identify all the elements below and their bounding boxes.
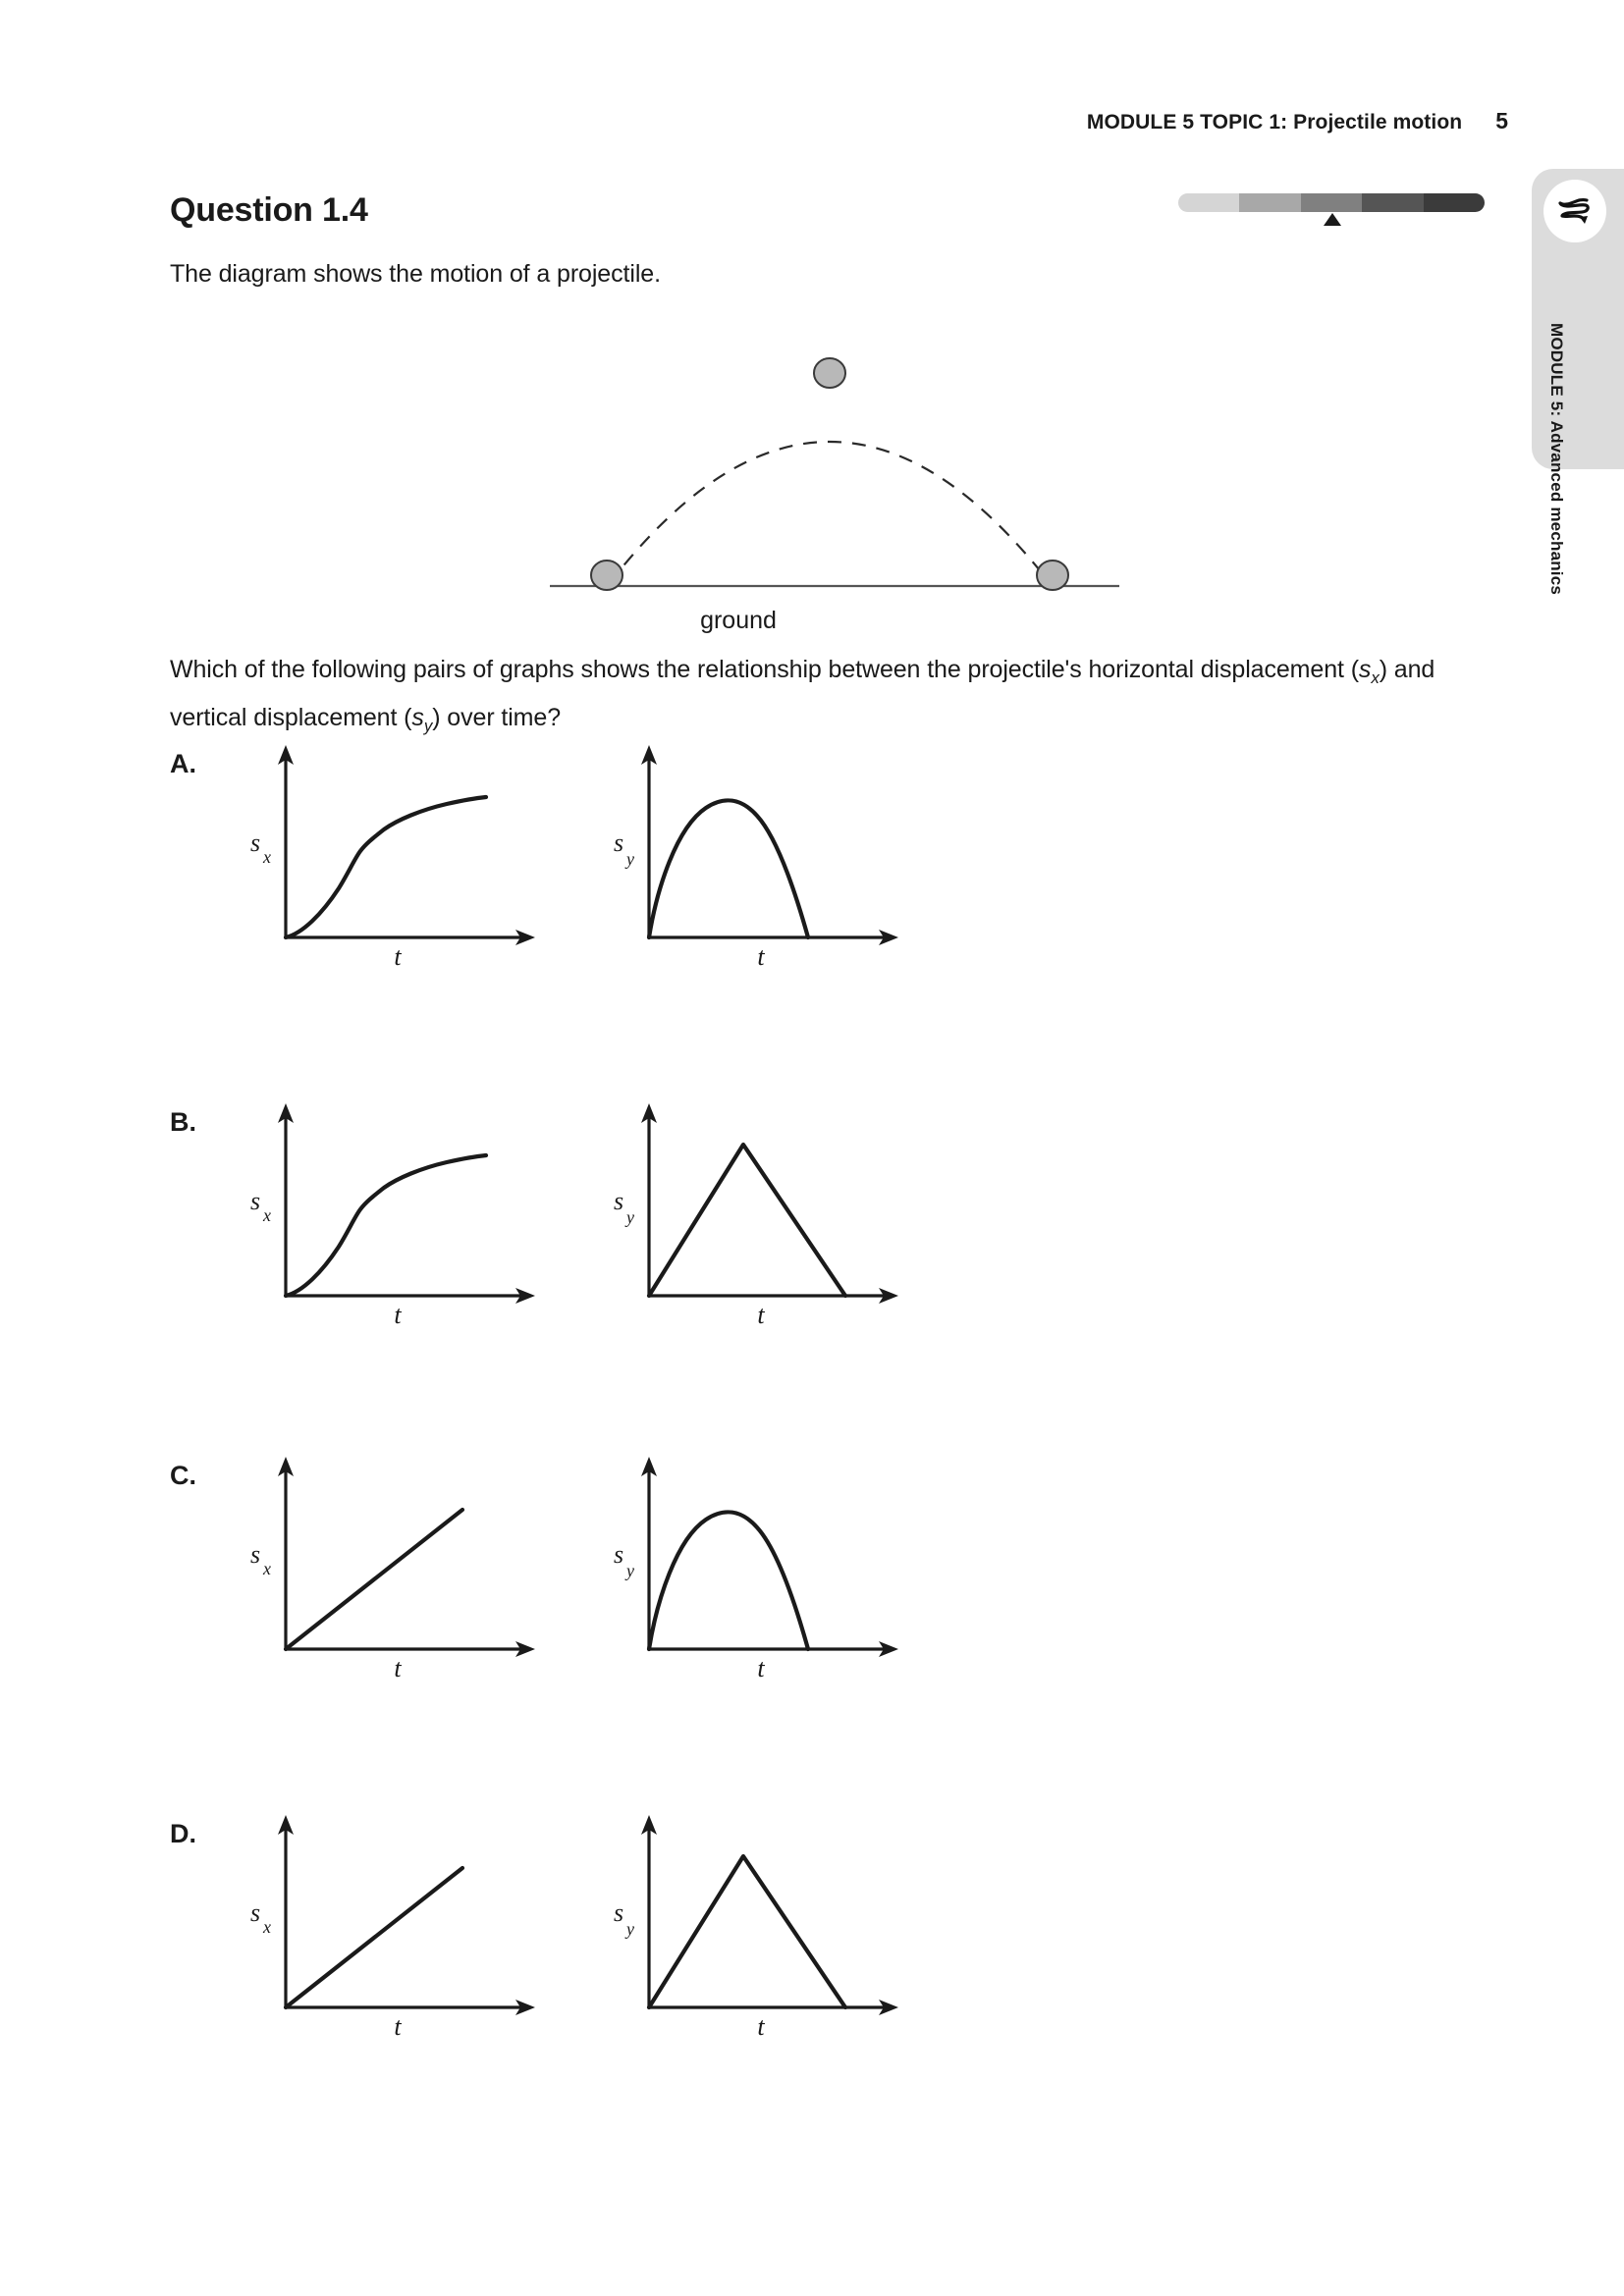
option-label-c: C. [170,1461,196,1490]
axis-label-sx-subscript: x [263,1559,271,1578]
graph-d-sy [592,1811,926,2042]
squiggly-motion-arrow-icon [1553,189,1597,233]
projectile-ball-landing [1037,561,1068,590]
axis-label-sy: s [614,1187,624,1215]
curve-sy-triangle [649,1856,845,2007]
page-header [1087,108,1508,134]
prompt-sx: s [1358,656,1372,683]
axis-label-sy-subscript: y [626,849,634,869]
prompt-sy-subscript: y [423,717,433,735]
prompt-sy: s [411,704,424,731]
option-row-b[interactable] [170,1099,1152,1394]
axis-label-sx: s [250,1540,261,1569]
side-tab-icon-circle [1543,180,1606,242]
ground-label: ground [700,607,777,634]
axis-label-sx: s [250,828,261,857]
prompt-sx-subscript: x [1371,668,1380,687]
axis-label-sx-subscript: x [263,1917,271,1937]
axis-label-t: t [394,1654,402,1679]
option-label-a: A. [170,749,196,778]
difficulty-segment-1 [1178,193,1239,212]
difficulty-segment-5 [1424,193,1485,212]
module-side-tab[interactable] [1532,169,1624,596]
graph-a-sx [229,741,563,972]
axis-label-sy: s [614,1540,624,1569]
question-title: Question 1.4 [170,191,368,229]
projectile-ball-apex [814,358,845,388]
side-tab-label: MODULE 5: Advanced mechanics [1547,323,1566,596]
graph-c-sy [592,1453,926,1683]
difficulty-indicator [1178,193,1485,212]
axis-label-sy-subscript: y [626,1919,634,1939]
axis-label-t: t [757,1654,765,1679]
curve-sy-parabola [649,1512,808,1649]
question-intro: The diagram shows the motion of a projectile. [170,260,661,288]
header-title: MODULE 5 TOPIC 1: Projectile motion [1086,111,1463,133]
axis-label-sy: s [614,1898,624,1927]
trajectory-path [609,442,1051,584]
option-row-a[interactable] [170,741,1152,1036]
graph-a-sy [592,741,926,972]
axis-label-sy-subscript: y [626,1207,634,1227]
graph-d-sx [229,1811,563,2042]
prompt-part-1: horizontal displacement ( [1088,656,1359,683]
difficulty-bar [1178,193,1485,212]
axis-label-sx-subscript: x [263,847,271,867]
option-label-d: D. [170,1819,196,1848]
curve-sx-linear [286,1868,462,2007]
option-row-c[interactable] [170,1453,1152,1747]
axis-label-sy: s [614,828,624,857]
curve-sx-linear [286,1510,462,1649]
prompt-line-1: Which of the following pairs of graphs shows the relationship between the projectile's [170,656,1082,683]
axis-label-sy-subscript: y [626,1561,634,1580]
prompt-part-3: ) over time? [432,704,562,731]
axis-label-t: t [394,1301,402,1325]
axis-label-t: t [394,2012,402,2037]
graph-c-sx [229,1453,563,1683]
difficulty-segment-2 [1239,193,1300,212]
projectile-ball-launch [591,561,623,590]
axis-label-sx: s [250,1898,261,1927]
axis-label-t: t [757,2012,765,2037]
axis-label-sx: s [250,1187,261,1215]
curve-sy-triangle [649,1145,845,1296]
page-number: 5 [1495,108,1508,133]
option-label-b: B. [170,1107,196,1137]
axis-label-t: t [757,942,765,967]
projectile-diagram [530,314,1159,599]
difficulty-marker-icon [1324,213,1341,226]
question-prompt [170,650,1476,746]
axis-label-t: t [394,942,402,967]
option-row-d[interactable] [170,1811,1152,2106]
graph-b-sx [229,1099,563,1330]
ground-label-wrap [0,607,1624,635]
curve-sy-parabola [649,800,808,937]
graph-b-sy [592,1099,926,1330]
curve-sx-sigmoid [286,1155,486,1296]
difficulty-segment-4 [1362,193,1423,212]
difficulty-segment-3 [1301,193,1362,212]
axis-label-sx-subscript: x [263,1205,271,1225]
axis-label-t: t [757,1301,765,1325]
curve-sx-sigmoid [286,797,486,937]
prompt-part-2: ) and vertical displacement ( [170,656,1435,731]
